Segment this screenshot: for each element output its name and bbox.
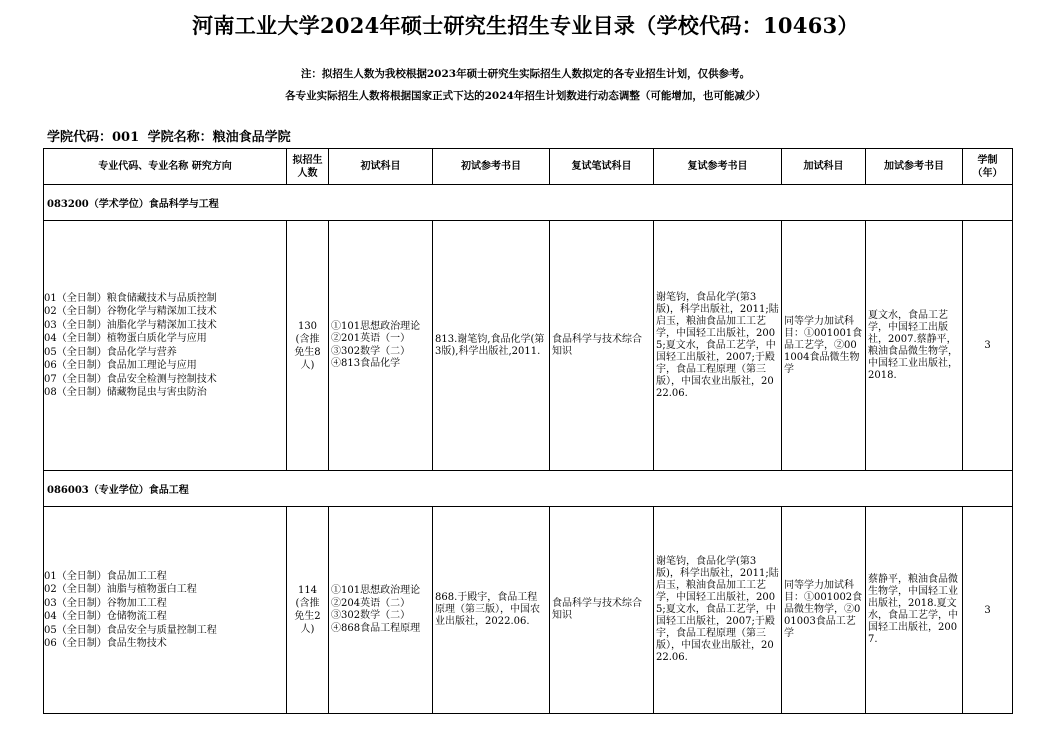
list-item: 01（全日制）粮食储藏技术与品质控制	[44, 292, 217, 304]
list-item: 05（全日制）食品安全与质量控制工程	[44, 624, 217, 636]
list-item: 06（全日制）食品生物技术	[44, 638, 167, 649]
header-exam: 初试科目	[329, 149, 433, 185]
list-item: 02（全日制）油脂与植物蛋白工程	[44, 584, 197, 595]
extra-books: 夏文水，食品工艺学，中国轻工出版社，2007.蔡静平，粮油食品微生物学，中国轻工业出版社，2018.	[866, 221, 963, 471]
section-heading-row	[44, 471, 1013, 507]
direction-list	[44, 221, 287, 471]
header-enroll: 拟招生 人数	[287, 149, 329, 185]
years: 3	[963, 221, 1013, 471]
list-item: 01（全日制）食品加工工程	[44, 570, 167, 582]
extra-books: 蔡静平，粮油食品微生物学，中国轻工业出版社，2018.夏文水，食品工艺学，中国轻工出版社，2007.	[866, 507, 963, 714]
page-title: 河南工业大学2024年硕士研究生招生专业目录（学校代码：10463）	[192, 13, 859, 38]
exam-subjects: ①101思想政治理论 ②201英语（一） ③302数学（二） ④813食品化学	[329, 221, 433, 471]
exam-books: 813.谢笔钧,食品化学(第3版),科学出版社,2011.	[433, 221, 550, 471]
header-years: 学制 （年）	[963, 149, 1013, 185]
table-row	[44, 507, 1013, 714]
table-header-row	[44, 149, 1013, 185]
header-retest: 复试笔试科目	[550, 149, 654, 185]
list-item: 04（全日制）仓储物流工程	[44, 611, 167, 622]
note-line-1: 注：拟招生人数为我校根据2023年硕士研究生实际招生人数拟定的各专业招生计划，仅供参考。	[300, 68, 751, 80]
extra-subjects: 同等学力加试科目：①001002食品微生物学，②001003食品工艺学	[782, 507, 866, 714]
header-retest-books: 复试参考书目	[654, 149, 782, 185]
exam-subjects: ①101思想政治理论 ②204英语（二） ③302数学（二） ④868食品工程原理	[329, 507, 433, 714]
direction-list	[44, 507, 287, 714]
catalog-table	[43, 148, 1013, 714]
header-extra-books: 加试参考书目	[866, 149, 963, 185]
list-item: 03（全日制）油脂化学与精深加工技术	[44, 319, 217, 331]
retest-books: 谢笔钧，食品化学(第3版)，科学出版社，2011;陆启玉，粮油食品加工工艺学，中国轻工出版社，2005;夏文水，食品工艺学，中国轻工出版社，2007;于殿宇，食品工程原理（第三版），中国农业出版社，2022.06.	[654, 221, 782, 471]
exam-books: 868.于殿宇，食品工程原理（第三版），中国农业出版社，2022.06.	[433, 507, 550, 714]
retest-subject: 食品科学与技术综合知识	[550, 507, 654, 714]
list-item: 04（全日制）植物蛋白质化学与应用	[44, 333, 207, 344]
extra-subjects: 同等学力加试科目：①001001食品工艺学，②001004食品微生物学	[782, 221, 866, 471]
header-major: 专业代码、专业名称 研究方向	[44, 149, 287, 185]
college-name: 学院名称：粮油食品学院	[147, 130, 291, 145]
years: 3	[963, 507, 1013, 714]
header-exam-books: 初试参考书目	[433, 149, 550, 185]
list-item: 08（全日制）储藏物昆虫与害虫防治	[44, 387, 207, 398]
college-info	[47, 126, 295, 145]
table-row	[44, 221, 1013, 471]
college-code: 学院代码：001	[47, 130, 140, 145]
section-heading: 083200（学术学位）食品科学与工程	[44, 185, 1013, 221]
note-line-2: 各专业实际招生人数将根据国家正式下达的2024年招生计划数进行动态调整（可能增加，也可能减少）	[285, 90, 766, 102]
retest-books: 谢笔钧，食品化学(第3版)，科学出版社，2011;陆启玉，粮油食品加工工艺学，中国轻工出版社，2005;夏文水，食品工艺学，中国轻工出版社，2007;于殿宇，食品工程原理（第三版），中国农业出版社，2022.06.	[654, 507, 782, 714]
section-heading: 086003（专业学位）食品工程	[44, 471, 1013, 507]
list-item: 03（全日制）谷物加工工程	[44, 597, 167, 609]
header-extra: 加试科目	[782, 149, 866, 185]
enroll-count: 130 (含推 免生8 人)	[287, 221, 329, 471]
list-item: 06（全日制）食品加工理论与应用	[44, 360, 197, 371]
enroll-count: 114 (含推 免生2 人)	[287, 507, 329, 714]
list-item: 05（全日制）食品化学与营养	[44, 346, 177, 358]
retest-subject: 食品科学与技术综合知识	[550, 221, 654, 471]
list-item: 02（全日制）谷物化学与精深加工技术	[44, 306, 217, 317]
section-heading-row	[44, 185, 1013, 221]
list-item: 07（全日制）食品安全检测与控制技术	[44, 373, 217, 385]
